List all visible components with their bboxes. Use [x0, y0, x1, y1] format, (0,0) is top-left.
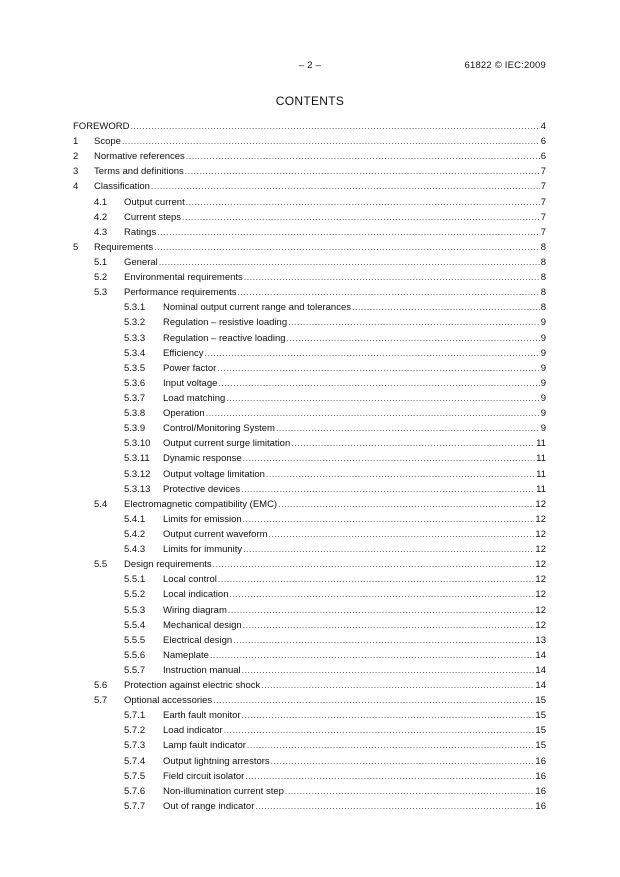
dot-leader	[352, 300, 540, 315]
toc-entry[interactable]	[73, 799, 546, 814]
toc-entry-number: 5.6	[94, 680, 108, 692]
toc-entry-line	[163, 572, 546, 587]
toc-entry-number: 4.3	[94, 226, 108, 238]
toc-entry-number: 5.3.7	[124, 392, 146, 404]
dot-leader	[241, 482, 535, 497]
toc-entry-page: 12	[535, 589, 546, 601]
toc-entry[interactable]	[73, 618, 546, 633]
toc-entry-line	[163, 512, 546, 527]
toc-entry-title[interactable]: Design requirements	[124, 559, 212, 571]
dot-leader	[204, 346, 539, 361]
dot-leader	[244, 270, 540, 285]
toc-entry-title[interactable]: Field circuit isolator	[163, 770, 245, 782]
toc-entry[interactable]	[73, 391, 546, 406]
toc-entry-title[interactable]: Electromagnetic compatibility (EMC)	[124, 498, 278, 510]
toc-entry-line	[124, 557, 546, 572]
dot-leader	[291, 436, 535, 451]
toc-entry-line	[163, 738, 546, 753]
toc-entry-line	[163, 482, 546, 497]
toc-entry-page: 16	[535, 755, 546, 767]
toc-entry-page: 12	[535, 513, 546, 525]
dot-leader	[276, 421, 540, 436]
toc-entry-number: 5.5.1	[124, 574, 146, 586]
toc-entry-page: 15	[535, 740, 546, 752]
toc-entry-number: 5.3	[94, 287, 108, 299]
toc-entry-page: 8	[540, 287, 546, 299]
toc-entry-title[interactable]: Performance requirements	[124, 287, 237, 299]
toc-entry-number: 5.7	[94, 695, 108, 707]
toc-entry-page: 8	[540, 256, 546, 268]
toc-entry-page: 8	[540, 302, 546, 314]
dot-leader	[230, 587, 535, 602]
toc-entry-line	[163, 784, 546, 799]
toc-entry[interactable]	[73, 603, 546, 618]
toc-entry-number: 2	[73, 151, 79, 163]
toc-entry-line	[163, 769, 546, 784]
toc-entry-title[interactable]: Limits for immunity	[163, 544, 243, 556]
toc-entry[interactable]	[73, 315, 546, 330]
toc-entry-line	[124, 678, 546, 693]
toc-entry-number: 5.4.2	[124, 528, 146, 540]
toc-entry-page: 14	[535, 664, 546, 676]
toc-entry-line	[124, 195, 546, 210]
toc-entry-number: 5.3.9	[124, 423, 146, 435]
dot-leader	[266, 467, 535, 482]
toc-entry-title[interactable]: Non-illumination current step	[163, 785, 284, 797]
toc-entry[interactable]	[73, 512, 546, 527]
toc-entry[interactable]	[73, 738, 546, 753]
dot-leader	[233, 633, 534, 648]
toc-entry-page: 14	[535, 680, 546, 692]
toc-entry-number: 5.3.2	[124, 317, 146, 329]
dot-leader	[247, 738, 535, 753]
dot-leader	[243, 542, 534, 557]
toc-entry-line	[163, 467, 546, 482]
dot-leader	[130, 119, 539, 134]
toc-entry-title[interactable]: Output current surge limitation	[163, 438, 291, 450]
toc-entry-number: 5.3.13	[124, 483, 151, 495]
toc-entry-page: 8	[540, 272, 546, 284]
toc-entry-page: 11	[536, 453, 546, 465]
toc-entry-title[interactable]: Mechanical design	[163, 619, 242, 631]
toc-entry-line	[124, 210, 546, 225]
toc-entry[interactable]	[73, 361, 546, 376]
toc-entry-line	[163, 708, 546, 723]
dot-leader	[288, 315, 540, 330]
toc-entry-number: 5.7.5	[124, 770, 146, 782]
toc-entry-number: 5.5.5	[124, 634, 146, 646]
toc-entry[interactable]	[73, 119, 546, 134]
dot-leader	[210, 648, 534, 663]
toc-entry-page: 16	[535, 785, 546, 797]
dot-leader	[287, 331, 540, 346]
toc-entry-title[interactable]: Load indicator	[163, 725, 223, 737]
toc-entry-number: 5.5.6	[124, 649, 146, 661]
dot-leader	[255, 799, 534, 814]
dot-leader	[218, 572, 535, 587]
toc-entry[interactable]	[73, 179, 546, 194]
toc-entry[interactable]	[73, 225, 546, 240]
toc-entry-line	[163, 315, 546, 330]
toc-entry-number: 5.7.3	[124, 740, 146, 752]
toc-entry-page: 7	[540, 226, 546, 238]
toc-entry-number: 5.3.12	[124, 468, 151, 480]
toc-entry-number: 5.5.2	[124, 589, 146, 601]
toc-entry-title[interactable]: Nominal output current range and tolerances	[163, 302, 352, 314]
dot-leader	[151, 179, 540, 194]
toc-entry-line	[163, 754, 546, 769]
toc-entry[interactable]	[73, 497, 546, 512]
toc-entry-number: 5.5	[94, 559, 108, 571]
toc-entry-page: 7	[540, 181, 546, 193]
toc-entry-title[interactable]: Optional accessories	[124, 695, 213, 707]
toc-entry-number: 5.3.4	[124, 347, 146, 359]
toc-entry-line	[163, 346, 546, 361]
toc-entry-title[interactable]: Requirements	[94, 241, 154, 253]
toc-entry-page: 4	[540, 121, 546, 132]
toc-entry[interactable]	[73, 467, 546, 482]
toc-entry[interactable]	[73, 164, 546, 179]
toc-entry-line	[163, 603, 546, 618]
toc-entry-number: 5.7.1	[124, 710, 146, 722]
toc-entry-title[interactable]: Classification	[94, 181, 150, 193]
page-title: CONTENTS	[275, 94, 345, 108]
toc-entry-line	[124, 270, 546, 285]
toc-entry-title[interactable]: General	[124, 256, 158, 268]
dot-leader	[213, 557, 535, 572]
toc-entry-line	[163, 723, 546, 738]
dot-leader	[228, 603, 535, 618]
toc-entry-number: 5.3.8	[124, 408, 146, 420]
toc-entry-page: 7	[540, 211, 546, 223]
dot-leader	[269, 527, 535, 542]
toc-entry-title[interactable]: Output current	[124, 196, 185, 208]
dot-leader	[206, 406, 540, 421]
dot-leader	[218, 376, 539, 391]
toc-entry-line	[163, 421, 546, 436]
toc-entry-number: 4.1	[94, 196, 108, 208]
dot-leader	[271, 754, 535, 769]
dot-leader	[217, 361, 539, 376]
toc-entry-line	[163, 391, 546, 406]
toc-entry-title[interactable]: Lamp fault indicator	[163, 740, 246, 752]
dot-leader	[213, 693, 534, 708]
toc-entry-number: 5.4.3	[124, 544, 146, 556]
toc-entry-number: 4.2	[94, 211, 108, 223]
dot-leader	[224, 723, 535, 738]
toc-entry-line	[94, 149, 546, 164]
toc-entry[interactable]	[73, 648, 546, 663]
toc-entry-title[interactable]: Local control	[163, 574, 217, 586]
toc-entry-line	[163, 406, 546, 421]
toc-entry[interactable]	[73, 376, 546, 391]
dot-leader	[185, 164, 540, 179]
toc-entry-number: 5.7.2	[124, 725, 146, 737]
toc-entry[interactable]	[73, 421, 546, 436]
toc-entry[interactable]	[73, 587, 546, 602]
toc-entry[interactable]	[73, 406, 546, 421]
dot-leader	[243, 512, 535, 527]
toc-entry-line	[94, 134, 546, 149]
toc-entry[interactable]	[73, 331, 546, 346]
toc-entry-line	[163, 633, 546, 648]
toc-entry-page: 9	[540, 332, 546, 344]
toc-entry-number: 5.3.6	[124, 377, 146, 389]
toc-entry-number: 5.3.3	[124, 332, 146, 344]
toc-entry-number: 5.5.7	[124, 664, 146, 676]
toc-entry-page: 12	[535, 574, 546, 586]
toc-entry[interactable]	[73, 784, 546, 799]
toc-entry-number: 5.2	[94, 272, 108, 284]
toc-entry-title[interactable]: Scope	[94, 136, 121, 148]
dot-leader	[242, 708, 535, 723]
toc-entry[interactable]	[73, 527, 546, 542]
toc-entry-line	[124, 693, 546, 708]
toc-entry-title[interactable]: Efficiency	[163, 347, 204, 359]
page-number: – 2 –	[298, 60, 322, 71]
toc-entry[interactable]	[73, 149, 546, 164]
dot-leader	[237, 285, 539, 300]
toc-entry[interactable]	[73, 285, 546, 300]
dot-leader	[278, 497, 534, 512]
toc-entry-line	[163, 663, 546, 678]
toc-entry-line	[163, 587, 546, 602]
toc-entry-line	[163, 799, 546, 814]
toc-entry-title[interactable]: Current steps	[124, 211, 182, 223]
toc-entry[interactable]	[73, 769, 546, 784]
toc-entry-title[interactable]: Output voltage limitation	[163, 468, 265, 480]
toc-entry-title[interactable]: Ratings	[124, 226, 157, 238]
toc-entry-title[interactable]: FOREWORD	[73, 121, 130, 132]
toc-entry-line	[163, 542, 546, 557]
toc-entry-line	[163, 618, 546, 633]
toc-entry-line	[163, 451, 546, 466]
toc-entry-line	[124, 285, 546, 300]
dot-leader	[182, 210, 540, 225]
toc-entry-line	[163, 300, 546, 315]
toc-entry-number: 5	[73, 241, 79, 253]
toc-entry-title[interactable]: Protective devices	[163, 483, 241, 495]
toc-entry-line	[163, 376, 546, 391]
toc-entry-page: 12	[535, 559, 546, 571]
toc-entry[interactable]	[73, 300, 546, 315]
toc-entry-page: 7	[540, 196, 546, 208]
toc-entry-page: 15	[535, 710, 546, 722]
toc-entry-page: 12	[535, 498, 546, 510]
toc-entry-title[interactable]: Control/Monitoring System	[163, 423, 275, 435]
toc-entry-line	[124, 225, 546, 240]
toc-entry[interactable]	[73, 210, 546, 225]
toc-entry-title[interactable]: Load matching	[163, 392, 226, 404]
toc-entry-title[interactable]: Dynamic response	[163, 453, 242, 465]
toc-entry[interactable]	[73, 346, 546, 361]
toc-entry-title[interactable]: Regulation – resistive loading	[163, 317, 288, 329]
toc-entry-line	[163, 648, 546, 663]
toc-entry[interactable]	[73, 542, 546, 557]
toc-entry-number: 3	[73, 166, 79, 178]
toc-entry-title[interactable]: Electrical design	[163, 634, 233, 646]
toc-entry-number: 5.7.7	[124, 800, 146, 812]
toc-entry-page: 12	[535, 528, 546, 540]
toc-entry[interactable]	[73, 633, 546, 648]
toc-entry-page: 6	[540, 136, 546, 148]
toc-entry-line	[163, 331, 546, 346]
toc-entry[interactable]	[73, 436, 546, 451]
dot-leader	[243, 618, 535, 633]
toc-entry-page: 14	[535, 649, 546, 661]
toc-entry-line	[73, 119, 546, 134]
dot-leader	[242, 663, 535, 678]
toc-entry-title[interactable]: Protection against electric shock	[124, 680, 261, 692]
toc-entry-title[interactable]: Terms and definitions	[94, 166, 184, 178]
toc-entry-page: 15	[535, 695, 546, 707]
toc-entry-line	[94, 164, 546, 179]
toc-entry[interactable]	[73, 134, 546, 149]
toc-entry-page: 8	[540, 241, 546, 253]
dot-leader	[226, 391, 539, 406]
toc-entry-page: 12	[535, 604, 546, 616]
dot-leader	[261, 678, 534, 693]
toc-entry-title[interactable]: Earth fault monitor	[163, 710, 241, 722]
toc-entry[interactable]	[73, 708, 546, 723]
toc-entry-number: 5.3.5	[124, 362, 146, 374]
dot-leader	[122, 134, 540, 149]
toc-entry[interactable]	[73, 754, 546, 769]
toc-entry-number: 5.4.1	[124, 513, 146, 525]
table-of-contents	[73, 119, 546, 814]
toc-entry-line	[163, 436, 546, 451]
dot-leader	[243, 451, 535, 466]
toc-entry-title[interactable]: Local indication	[163, 589, 229, 601]
dot-leader	[245, 769, 534, 784]
toc-entry-number: 5.3.1	[124, 302, 146, 314]
toc-entry-title[interactable]: Environmental requirements	[124, 272, 243, 284]
toc-entry[interactable]	[73, 557, 546, 572]
toc-entry-page: 6	[540, 151, 546, 163]
toc-entry-page: 13	[535, 634, 546, 646]
dot-leader	[285, 784, 535, 799]
toc-entry[interactable]	[73, 678, 546, 693]
toc-entry-number: 5.4	[94, 498, 108, 510]
toc-entry-page: 9	[540, 408, 546, 420]
toc-entry-page: 9	[540, 347, 546, 359]
toc-entry-title[interactable]: Output current waveform	[163, 528, 268, 540]
toc-entry-number: 5.7.4	[124, 755, 146, 767]
dot-leader	[186, 149, 540, 164]
toc-entry-title[interactable]: Output lightning arrestors	[163, 755, 270, 767]
toc-entry-title[interactable]: Out of range indicator	[163, 800, 255, 812]
toc-entry[interactable]	[73, 195, 546, 210]
toc-entry-title[interactable]: Power factor	[163, 362, 217, 374]
dot-leader	[159, 255, 540, 270]
toc-entry[interactable]	[73, 723, 546, 738]
toc-entry-page: 9	[540, 377, 546, 389]
dot-leader	[157, 225, 539, 240]
toc-entry-page: 16	[535, 800, 546, 812]
toc-entry-page: 11	[536, 438, 546, 450]
toc-entry[interactable]	[73, 572, 546, 587]
toc-entry-title[interactable]: Nameplate	[163, 649, 209, 661]
toc-entry-page: 9	[540, 392, 546, 404]
toc-entry-page: 9	[540, 362, 546, 374]
toc-entry[interactable]	[73, 270, 546, 285]
toc-entry-title[interactable]: Wiring diagram	[163, 604, 227, 616]
dot-leader	[154, 240, 540, 255]
dot-leader	[186, 195, 540, 210]
toc-entry[interactable]	[73, 663, 546, 678]
toc-entry-page: 11	[536, 468, 546, 480]
toc-entry[interactable]	[73, 482, 546, 497]
toc-entry-page: 7	[540, 166, 546, 178]
toc-entry-line	[124, 255, 546, 270]
toc-entry-page: 12	[535, 619, 546, 631]
toc-entry-number: 5.3.11	[124, 453, 150, 465]
toc-entry-number: 5.5.3	[124, 604, 146, 616]
toc-entry[interactable]	[73, 255, 546, 270]
toc-entry-line	[94, 240, 546, 255]
toc-entry-line	[124, 497, 546, 512]
toc-entry-number: 5.5.4	[124, 619, 146, 631]
toc-entry-page: 15	[535, 725, 546, 737]
toc-entry-title[interactable]: Limits for emission	[163, 513, 242, 525]
toc-entry-number: 1	[73, 136, 79, 148]
toc-entry-page: 12	[535, 544, 546, 556]
toc-entry-number: 5.1	[94, 256, 108, 268]
toc-entry-page: 9	[540, 317, 546, 329]
toc-entry-title[interactable]: Operation	[163, 408, 205, 420]
toc-entry-page: 9	[540, 423, 546, 435]
toc-entry-line	[163, 361, 546, 376]
toc-entry-number: 4	[73, 181, 79, 193]
toc-entry-line	[94, 179, 546, 194]
toc-entry[interactable]	[73, 693, 546, 708]
toc-entry-title[interactable]: Regulation – reactive loading	[163, 332, 286, 344]
document-reference: 61822 © IEC:2009	[464, 60, 546, 71]
toc-entry-number: 5.3.10	[124, 438, 151, 450]
toc-entry-title[interactable]: Normative references	[94, 151, 185, 163]
toc-entry-page: 16	[535, 770, 546, 782]
toc-entry-title[interactable]: Input voltage	[163, 377, 218, 389]
toc-entry-title[interactable]: Instruction manual	[163, 664, 241, 676]
toc-entry[interactable]	[73, 240, 546, 255]
toc-entry-number: 5.7.6	[124, 785, 146, 797]
toc-entry[interactable]	[73, 451, 546, 466]
toc-entry-line	[163, 527, 546, 542]
toc-entry-page: 11	[536, 483, 546, 495]
